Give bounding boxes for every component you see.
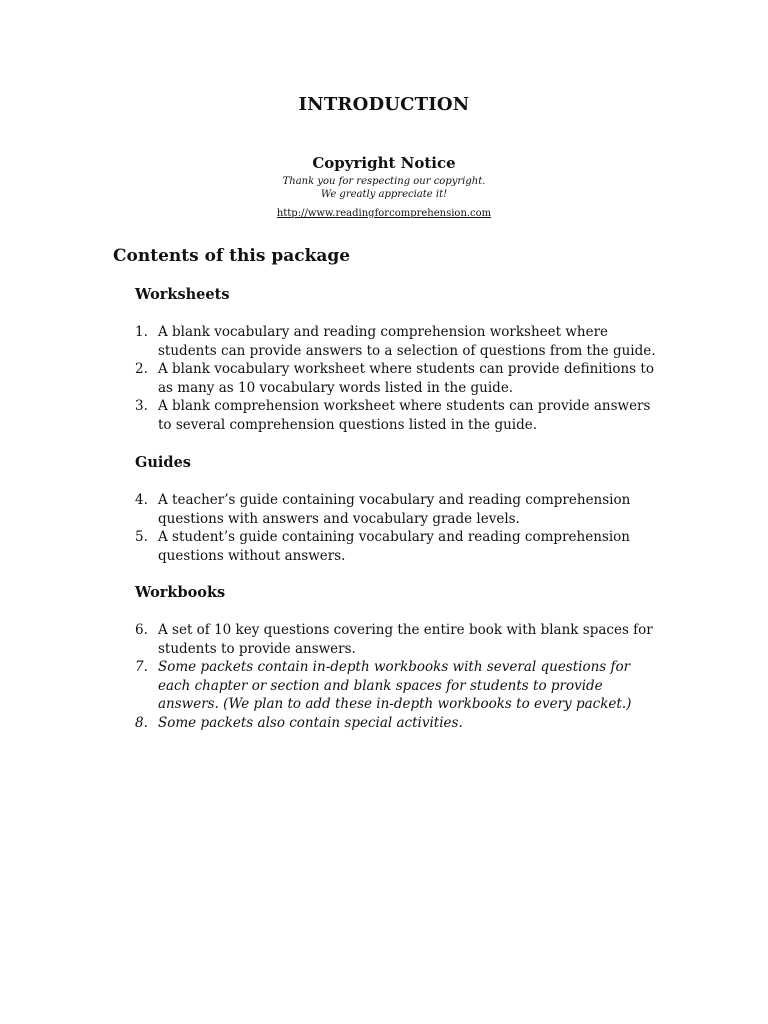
section-guides	[135, 454, 665, 565]
contents-heading: Contents of this package	[113, 246, 351, 266]
copyright-line-2: We greatly appreciate it!	[320, 189, 448, 200]
list-item	[135, 323, 665, 360]
guides-list	[135, 491, 665, 565]
list-item	[135, 621, 665, 658]
item-number: 3.	[135, 398, 148, 415]
worksheets-list	[135, 323, 665, 435]
section-heading: Workbooks	[135, 584, 226, 601]
item-text: A blank vocabulary worksheet where students can provide definitions to as many as 10 vocabulary words listed in the guide.	[158, 361, 654, 396]
item-number: 7.	[135, 659, 148, 676]
item-number: 1.	[135, 324, 148, 340]
list-item	[135, 491, 665, 528]
item-number: 8.	[135, 714, 148, 731]
list-item	[135, 714, 665, 733]
website-link[interactable]: http://www.readingforcomprehension.com	[276, 208, 492, 219]
copyright-heading: Copyright Notice	[312, 154, 456, 172]
item-number: 6.	[135, 622, 148, 638]
section-heading: Guides	[135, 454, 191, 471]
list-item	[135, 528, 665, 565]
section-heading: Worksheets	[135, 286, 230, 303]
item-text: A set of 10 key questions covering the entire book with blank spaces for students to provide answers.	[158, 622, 653, 657]
copyright-notice	[0, 154, 768, 221]
section-workbooks	[135, 584, 665, 733]
item-text: Some packets also contain special activities.	[158, 714, 463, 731]
item-number: 2.	[135, 361, 148, 378]
section-worksheets	[135, 286, 665, 435]
list-item	[135, 360, 665, 397]
list-item	[135, 658, 665, 714]
item-text: A blank vocabulary and reading comprehension worksheet where students can provide answers to a selection of questions from the guide.	[158, 324, 656, 359]
item-text: Some packets contain in-depth workbooks with several questions for each chapter or section and blank spaces for students to provide answers. (We plan to add these in-depth workbooks to every packet.)	[158, 659, 632, 713]
item-text: A student’s guide containing vocabulary and reading comprehension questions without answers.	[158, 529, 630, 564]
list-item	[135, 397, 665, 434]
item-text: A teacher’s guide containing vocabulary and reading comprehension questions with answers and vocabulary grade levels.	[158, 492, 631, 527]
item-number: 4.	[135, 492, 148, 508]
item-text: A blank comprehension worksheet where students can provide answers to several comprehension questions listed in the guide.	[158, 398, 651, 433]
workbooks-list	[135, 621, 665, 733]
copyright-line-1: Thank you for respecting our copyright.	[282, 176, 486, 187]
page-title: INTRODUCTION	[298, 94, 470, 115]
item-number: 5.	[135, 529, 148, 546]
